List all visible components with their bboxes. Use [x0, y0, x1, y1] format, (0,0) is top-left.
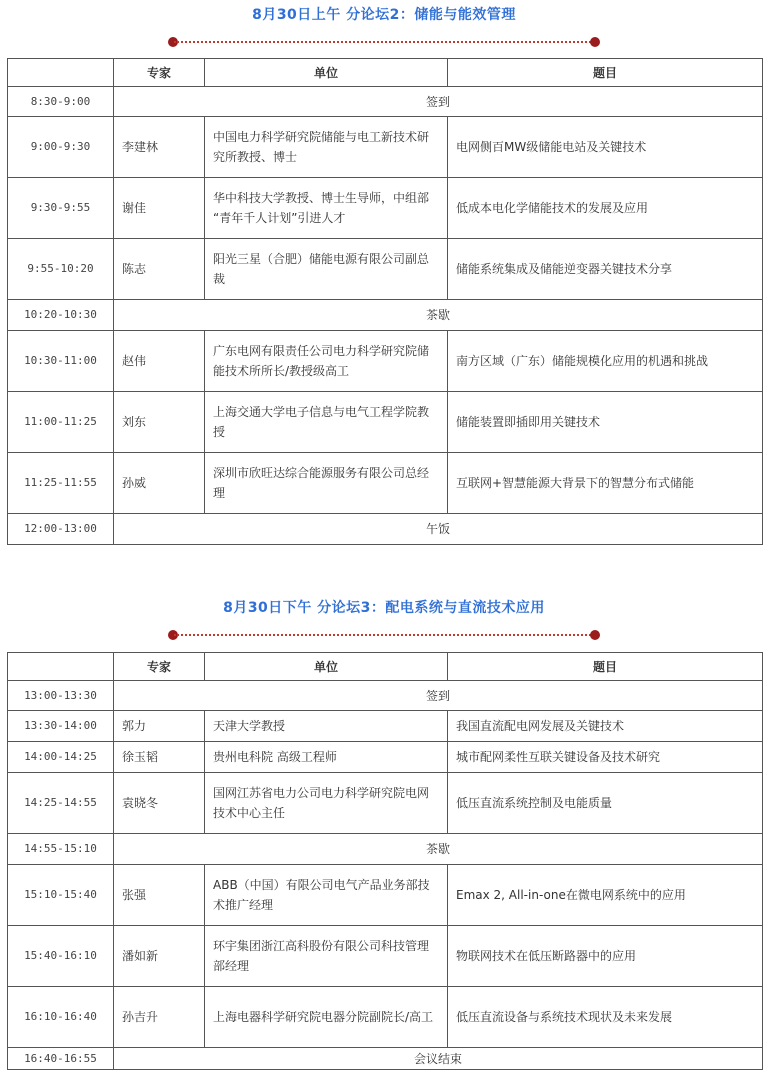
header-unit: 单位 — [205, 59, 448, 87]
divider-dot-icon — [590, 37, 600, 47]
session-row — [8, 331, 763, 392]
topic-cell: 城市配网柔性互联关键设备及技术研究 — [448, 742, 763, 773]
unit-cell: 国网江苏省电力公司电力科学研究院电网技术中心主任 — [205, 773, 448, 834]
topic-cell: 低成本电化学储能技术的发展及应用 — [448, 178, 763, 239]
session-row — [8, 742, 763, 773]
forum-title: 8月30日上午 分论坛2：储能与能效管理 — [252, 7, 516, 23]
table-header-row — [8, 653, 763, 681]
time-cell: 10:30-11:00 — [8, 331, 114, 392]
break-row — [8, 1048, 763, 1070]
header-unit: 单位 — [205, 653, 448, 681]
expert-name: 徐玉韬 — [114, 742, 205, 773]
unit-cell: ABB（中国）有限公司电气产品业务部技术推广经理 — [205, 865, 448, 926]
time-cell: 16:40-16:55 — [8, 1048, 114, 1070]
topic-cell: 电网侧百MW级储能电站及关键技术 — [448, 117, 763, 178]
time-cell: 11:00-11:25 — [8, 392, 114, 453]
expert-name: 孙吉升 — [114, 987, 205, 1048]
topic-cell: 低压直流系统控制及电能质量 — [448, 773, 763, 834]
header-expert: 专家 — [114, 653, 205, 681]
time-cell: 8:30-9:00 — [8, 87, 114, 117]
session-row — [8, 987, 763, 1048]
topic-cell: 物联网技术在低压断路器中的应用 — [448, 926, 763, 987]
topic-cell: 互联网+智慧能源大背景下的智慧分布式储能 — [448, 453, 763, 514]
expert-name: 孙威 — [114, 453, 205, 514]
expert-name: 谢佳 — [114, 178, 205, 239]
unit-cell: 华中科技大学教授、博士生导师，中组部 “青年千人计划”引进人才 — [205, 178, 448, 239]
time-cell: 9:55-10:20 — [8, 239, 114, 300]
session-row — [8, 178, 763, 239]
time-cell: 11:25-11:55 — [8, 453, 114, 514]
session-row — [8, 392, 763, 453]
topic-cell: 我国直流配电网发展及关键技术 — [448, 711, 763, 742]
time-cell: 16:10-16:40 — [8, 987, 114, 1048]
expert-name: 袁晓冬 — [114, 773, 205, 834]
title-divider — [168, 37, 600, 47]
time-cell: 12:00-13:00 — [8, 514, 114, 545]
break-label: 午饭 — [114, 514, 763, 545]
agenda-table-forum-2 — [7, 58, 763, 545]
expert-name: 刘东 — [114, 392, 205, 453]
break-row — [8, 514, 763, 545]
unit-cell: 环宇集团浙江高科股份有限公司科技管理部经理 — [205, 926, 448, 987]
topic-cell: Emax 2, All-in-one在微电网系统中的应用 — [448, 865, 763, 926]
break-label: 签到 — [114, 87, 763, 117]
unit-cell: 中国电力科学研究院储能与电工新技术研究所教授、博士 — [205, 117, 448, 178]
unit-cell: 贵州电科院 高级工程师 — [205, 742, 448, 773]
unit-cell: 上海电器科学研究院电器分院副院长/高工 — [205, 987, 448, 1048]
unit-cell: 天津大学教授 — [205, 711, 448, 742]
break-row — [8, 681, 763, 711]
topic-cell: 储能系统集成及储能逆变器关键技术分享 — [448, 239, 763, 300]
break-row — [8, 87, 763, 117]
unit-cell: 上海交通大学电子信息与电气工程学院教授 — [205, 392, 448, 453]
forum-title: 8月30日下午 分论坛3：配电系统与直流技术应用 — [223, 600, 545, 616]
topic-cell: 储能装置即插即用关键技术 — [448, 392, 763, 453]
unit-cell: 广东电网有限责任公司电力科学研究院储能技术所所长/教授级高工 — [205, 331, 448, 392]
break-row — [8, 834, 763, 865]
header-time — [8, 653, 114, 681]
session-row — [8, 117, 763, 178]
header-expert: 专家 — [114, 59, 205, 87]
session-row — [8, 239, 763, 300]
time-cell: 13:00-13:30 — [8, 681, 114, 711]
header-time — [8, 59, 114, 87]
session-row — [8, 773, 763, 834]
time-cell: 15:10-15:40 — [8, 865, 114, 926]
title-divider — [168, 630, 600, 640]
time-cell: 14:55-15:10 — [8, 834, 114, 865]
break-label: 茶歇 — [114, 834, 763, 865]
session-row — [8, 926, 763, 987]
time-cell: 13:30-14:00 — [8, 711, 114, 742]
expert-name: 赵伟 — [114, 331, 205, 392]
expert-name: 潘如新 — [114, 926, 205, 987]
divider-dot-icon — [590, 630, 600, 640]
table-header-row — [8, 59, 763, 87]
session-row — [8, 865, 763, 926]
agenda-table-forum-3 — [7, 652, 763, 1070]
unit-cell: 深圳市欣旺达综合能源服务有限公司总经理 — [205, 453, 448, 514]
time-cell: 10:20-10:30 — [8, 300, 114, 331]
expert-name: 张强 — [114, 865, 205, 926]
time-cell: 9:00-9:30 — [8, 117, 114, 178]
topic-cell: 低压直流设备与系统技术现状及未来发展 — [448, 987, 763, 1048]
session-row — [8, 453, 763, 514]
time-cell: 15:40-16:10 — [8, 926, 114, 987]
session-row — [8, 711, 763, 742]
expert-name: 陈志 — [114, 239, 205, 300]
time-cell: 14:25-14:55 — [8, 773, 114, 834]
time-cell: 9:30-9:55 — [8, 178, 114, 239]
expert-name: 李建林 — [114, 117, 205, 178]
header-topic: 题目 — [448, 653, 763, 681]
expert-name: 郭力 — [114, 711, 205, 742]
unit-cell: 阳光三星（合肥）储能电源有限公司副总裁 — [205, 239, 448, 300]
header-topic: 题目 — [448, 59, 763, 87]
break-label: 茶歇 — [114, 300, 763, 331]
topic-cell: 南方区域（广东）储能规模化应用的机遇和挑战 — [448, 331, 763, 392]
break-row — [8, 300, 763, 331]
break-label: 签到 — [114, 681, 763, 711]
time-cell: 14:00-14:25 — [8, 742, 114, 773]
break-label: 会议结束 — [114, 1048, 763, 1070]
